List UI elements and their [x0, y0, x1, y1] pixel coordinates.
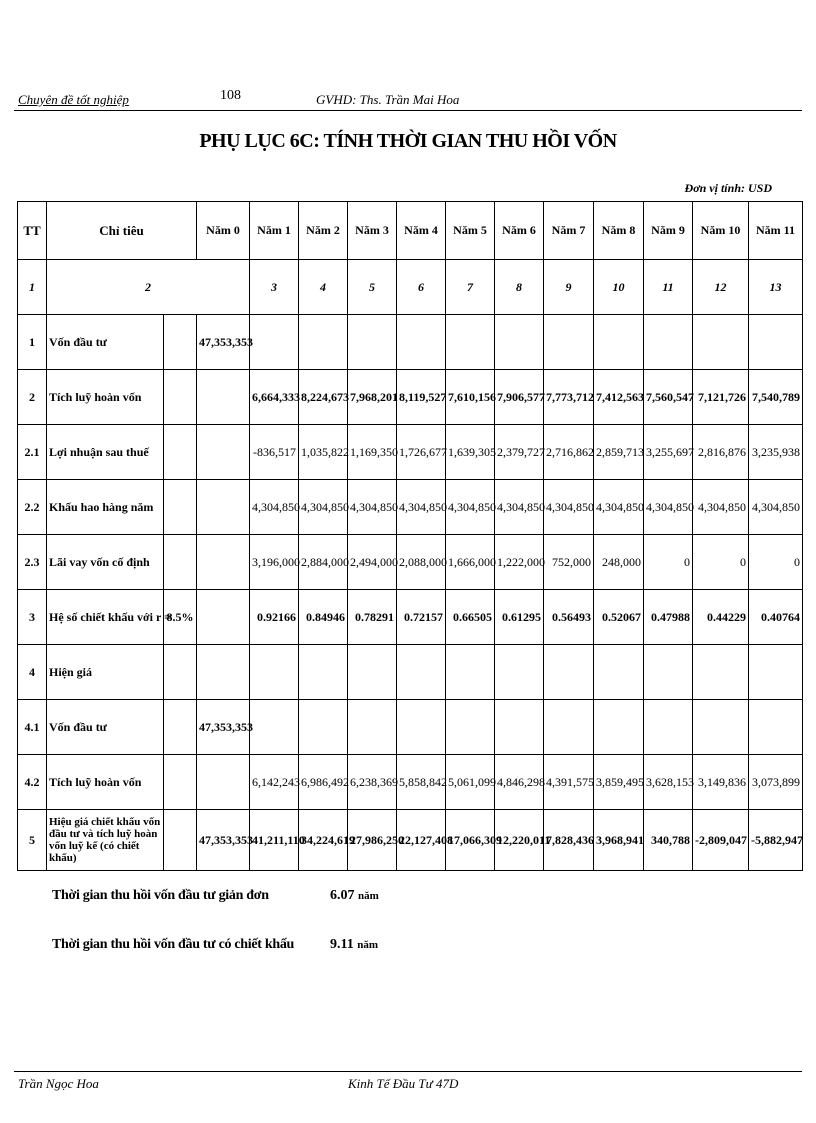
header-year: Năm 10 [693, 202, 749, 260]
row-value [693, 645, 749, 700]
row-value: 7,560,547 [644, 370, 693, 425]
row-value: 4,304,850 [749, 480, 803, 535]
row-value: 2,816,876 [693, 425, 749, 480]
index-cell: 6 [397, 260, 446, 315]
row-extra [164, 535, 197, 590]
page-title: PHỤ LỤC 6C: TÍNH THỜI GIAN THU HỒI VỐN [199, 130, 617, 152]
row-value: 0.44229 [693, 590, 749, 645]
row-year0: 47,353,353 [197, 700, 250, 755]
row-value: 2,884,000 [299, 535, 348, 590]
row-year0 [197, 645, 250, 700]
row-value: 6,142,243 [250, 755, 299, 810]
row-value [446, 315, 495, 370]
row-tt: 2.2 [18, 480, 47, 535]
row-tt: 2 [18, 370, 47, 425]
row-label: Hiện giá [47, 645, 164, 700]
row-value [495, 700, 544, 755]
row-value [397, 645, 446, 700]
summary-number: 9.11 [330, 937, 354, 952]
row-value [644, 700, 693, 755]
table-row [18, 700, 803, 755]
row-value: 3,073,899 [749, 755, 803, 810]
row-value: -2,809,047 [693, 810, 749, 871]
summary-number: 6.07 [330, 888, 355, 903]
summary-unit: năm [358, 890, 379, 902]
row-value: 4,391,575 [544, 755, 594, 810]
row-value [348, 315, 397, 370]
payback-table [17, 201, 803, 871]
header-thesis-label: Chuyên đề tốt nghiệp [18, 92, 129, 107]
row-extra [164, 315, 197, 370]
table-row [18, 645, 803, 700]
row-value [348, 645, 397, 700]
row-value [693, 315, 749, 370]
row-value: 0.72157 [397, 590, 446, 645]
row-value: 1,222,000 [495, 535, 544, 590]
row-value: 2,088,000 [397, 535, 446, 590]
row-value: 2,379,727 [495, 425, 544, 480]
row-tt: 5 [18, 810, 47, 871]
index-cell: 3 [250, 260, 299, 315]
table-index-row [18, 260, 803, 315]
row-value: 0.56493 [544, 590, 594, 645]
table-row [18, 590, 803, 645]
row-value: 22,127,408 [397, 810, 446, 871]
row-value: 6,986,492 [299, 755, 348, 810]
row-value: 3,149,836 [693, 755, 749, 810]
row-extra [164, 645, 197, 700]
index-cell: 7 [446, 260, 495, 315]
row-value: 3,235,938 [749, 425, 803, 480]
row-value [749, 700, 803, 755]
row-value: 0.61295 [495, 590, 544, 645]
row-label: Lợi nhuận sau thuế [47, 425, 164, 480]
row-year0 [197, 590, 250, 645]
header-year: Năm 4 [397, 202, 446, 260]
row-value [397, 700, 446, 755]
row-value: 0 [749, 535, 803, 590]
row-value [594, 700, 644, 755]
row-value: 3,628,153 [644, 755, 693, 810]
page-header [14, 88, 802, 111]
row-value: 2,859,713 [594, 425, 644, 480]
row-value: 4,304,850 [299, 480, 348, 535]
row-value: 7,121,726 [693, 370, 749, 425]
row-value: 4,304,850 [594, 480, 644, 535]
row-value: 1,726,677 [397, 425, 446, 480]
row-extra [164, 810, 197, 871]
row-tt: 3 [18, 590, 47, 645]
row-value: 5,061,099 [446, 755, 495, 810]
row-year0 [197, 480, 250, 535]
footer-author: Trần Ngọc Hoa [18, 1076, 99, 1091]
row-value: 3,255,697 [644, 425, 693, 480]
row-value [495, 645, 544, 700]
row-value [299, 700, 348, 755]
row-value: -5,882,947 [749, 810, 803, 871]
header-year: Năm 9 [644, 202, 693, 260]
row-value [250, 645, 299, 700]
row-extra [164, 480, 197, 535]
row-value: 3,196,000 [250, 535, 299, 590]
row-value: 7,828,436 [544, 810, 594, 871]
row-label: Tích luỹ hoàn vốn [47, 755, 164, 810]
row-value [693, 700, 749, 755]
row-value: 4,304,850 [644, 480, 693, 535]
footer-class: Kinh Tế Đầu Tư 47D [348, 1076, 459, 1091]
table-row [18, 755, 803, 810]
row-value: 7,412,563 [594, 370, 644, 425]
row-value: 2,494,000 [348, 535, 397, 590]
row-value: 1,666,000 [446, 535, 495, 590]
row-value: 0.40764 [749, 590, 803, 645]
table-row [18, 810, 803, 871]
row-value [250, 700, 299, 755]
unit-label: Đơn vị tính: USD [684, 181, 772, 195]
index-cell: 13 [749, 260, 803, 315]
header-year: Năm 6 [495, 202, 544, 260]
row-value: 4,304,850 [397, 480, 446, 535]
row-value [594, 315, 644, 370]
table-row [18, 315, 803, 370]
row-extra [164, 425, 197, 480]
row-value: 6,664,333 [250, 370, 299, 425]
row-value: 1,035,822 [299, 425, 348, 480]
row-tt: 2.1 [18, 425, 47, 480]
row-extra [164, 700, 197, 755]
row-value: 7,773,712 [544, 370, 594, 425]
row-tt: 4.2 [18, 755, 47, 810]
index-cell: 12 [693, 260, 749, 315]
header-year: Năm 1 [250, 202, 299, 260]
row-tt: 2.3 [18, 535, 47, 590]
table-row [18, 370, 803, 425]
row-value: 0.52067 [594, 590, 644, 645]
row-value: 340,788 [644, 810, 693, 871]
row-year0: 47,353,353 [197, 810, 250, 871]
row-label: Hiệu giá chiết khấu vốn đầu tư và tích luỹ hoàn vốn luỹ kế (có chiết khấu) [47, 810, 164, 871]
row-value [544, 645, 594, 700]
table-row [18, 480, 803, 535]
row-value [299, 315, 348, 370]
index-cell: 5 [348, 260, 397, 315]
row-value: 0.78291 [348, 590, 397, 645]
row-value: 7,610,156 [446, 370, 495, 425]
row-extra: 8.5% [164, 590, 197, 645]
row-value: 17,066,309 [446, 810, 495, 871]
row-value: 0 [693, 535, 749, 590]
header-year: Năm 2 [299, 202, 348, 260]
row-value [348, 700, 397, 755]
row-value: -836,517 [250, 425, 299, 480]
row-value [544, 700, 594, 755]
row-label: Vốn đầu tư [47, 700, 164, 755]
row-value: 7,906,577 [495, 370, 544, 425]
header-tt: TT [18, 202, 47, 260]
index-cell: 2 [47, 260, 250, 315]
index-cell: 9 [544, 260, 594, 315]
row-value: 4,304,850 [348, 480, 397, 535]
row-tt: 4.1 [18, 700, 47, 755]
header-advisor: GVHD: Ths. Trần Mai Hoa [316, 92, 460, 107]
row-value: 752,000 [544, 535, 594, 590]
summary-value [330, 937, 378, 953]
summary-value [330, 888, 379, 904]
row-extra [164, 755, 197, 810]
summary-unit: năm [357, 939, 379, 951]
table-header-row [18, 202, 803, 260]
index-cell: 11 [644, 260, 693, 315]
row-year0: 47,353,353 [197, 315, 250, 370]
row-tt: 4 [18, 645, 47, 700]
row-value: 248,000 [594, 535, 644, 590]
row-label: Lãi vay vốn cố định [47, 535, 164, 590]
row-value: 41,211,110 [250, 810, 299, 871]
row-value [397, 315, 446, 370]
row-value: 3,968,941 [594, 810, 644, 871]
index-cell: 10 [594, 260, 644, 315]
row-value: 4,304,850 [495, 480, 544, 535]
summary-label: Thời gian thu hồi vốn đầu tư giản đơn [52, 888, 269, 903]
row-value: 12,220,011 [495, 810, 544, 871]
row-value: 4,304,850 [250, 480, 299, 535]
row-value: 0.84946 [299, 590, 348, 645]
row-year0 [197, 535, 250, 590]
header-page-number: 108 [220, 88, 241, 103]
row-value [299, 645, 348, 700]
row-value [250, 315, 299, 370]
row-value [446, 645, 495, 700]
row-value: 0 [644, 535, 693, 590]
header-year: Năm 5 [446, 202, 495, 260]
row-value: 0.47988 [644, 590, 693, 645]
index-cell: 4 [299, 260, 348, 315]
row-value [594, 645, 644, 700]
row-year0 [197, 425, 250, 480]
page-footer [14, 1071, 802, 1092]
row-value [544, 315, 594, 370]
row-extra [164, 370, 197, 425]
row-value: 3,859,495 [594, 755, 644, 810]
row-label: Vốn đầu tư [47, 315, 164, 370]
table-row [18, 425, 803, 480]
row-value: 0.66505 [446, 590, 495, 645]
row-value: 4,304,850 [446, 480, 495, 535]
header-year: Năm 3 [348, 202, 397, 260]
row-value: 1,169,350 [348, 425, 397, 480]
row-value: 7,540,789 [749, 370, 803, 425]
index-cell: 1 [18, 260, 47, 315]
row-value: 27,986,250 [348, 810, 397, 871]
row-value [644, 645, 693, 700]
row-value [749, 645, 803, 700]
row-value: 8,224,673 [299, 370, 348, 425]
row-label: Tích luỹ hoàn vốn [47, 370, 164, 425]
header-year: Năm 7 [544, 202, 594, 260]
row-value [644, 315, 693, 370]
row-value: 7,968,201 [348, 370, 397, 425]
index-cell: 8 [495, 260, 544, 315]
row-value: 0.92166 [250, 590, 299, 645]
row-value: 8,119,527 [397, 370, 446, 425]
row-value [749, 315, 803, 370]
row-value [446, 700, 495, 755]
row-year0 [197, 370, 250, 425]
row-value: 4,846,298 [495, 755, 544, 810]
header-chi-tieu: Chỉ tiêu [47, 202, 197, 260]
row-label: Khấu hao hàng năm [47, 480, 164, 535]
header-year: Năm 0 [197, 202, 250, 260]
table-row [18, 535, 803, 590]
row-value: 4,304,850 [693, 480, 749, 535]
row-tt: 1 [18, 315, 47, 370]
row-value: 5,858,842 [397, 755, 446, 810]
header-year: Năm 11 [749, 202, 803, 260]
row-label: Hệ số chiết khấu với r = [47, 590, 164, 645]
row-value: 4,304,850 [544, 480, 594, 535]
summary-label: Thời gian thu hồi vốn đầu tư có chiết khấu [52, 937, 295, 952]
row-value: 1,639,305 [446, 425, 495, 480]
header-year: Năm 8 [594, 202, 644, 260]
row-value: 6,238,369 [348, 755, 397, 810]
row-value [495, 315, 544, 370]
row-value: 2,716,862 [544, 425, 594, 480]
row-value: 34,224,619 [299, 810, 348, 871]
row-year0 [197, 755, 250, 810]
